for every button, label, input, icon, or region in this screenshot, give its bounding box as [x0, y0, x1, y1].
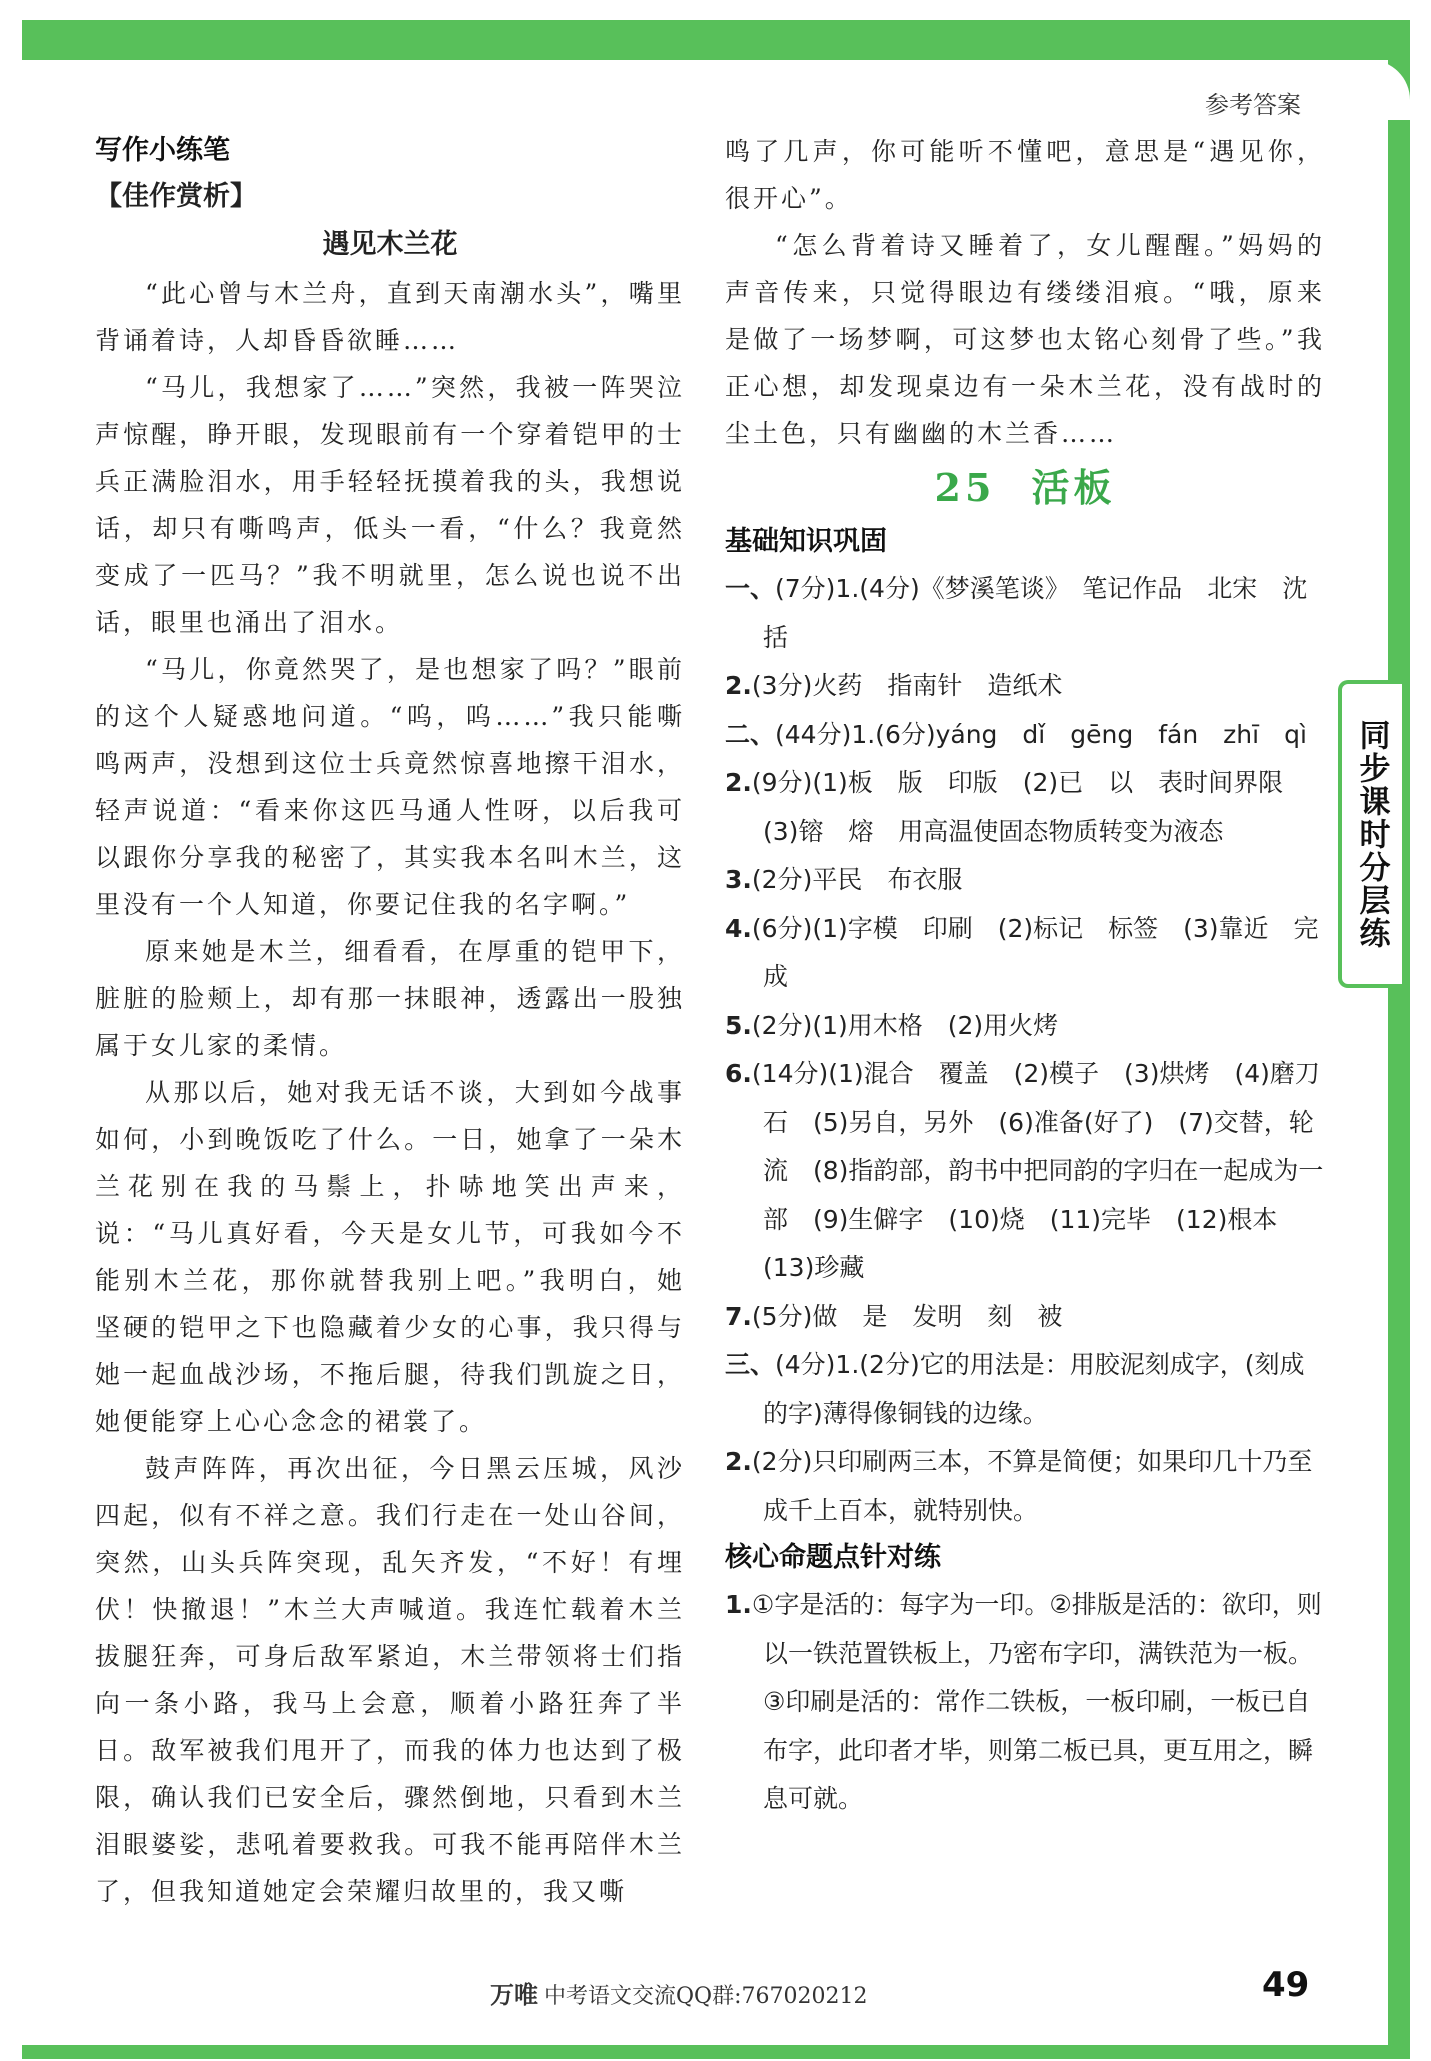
essay-continuation: 鸣了几声，你可能听不懂吧，意思是“遇见你，很开心”。 [725, 137, 1325, 213]
page-number: 49 [1262, 1965, 1310, 2005]
bottom-green-bar [22, 2045, 1410, 2059]
answer-item: 一、(7分)1.(4分)《梦溪笔谈》 笔记作品 北宋 沈括 [725, 574, 1308, 652]
essay-paragraph: “马儿，我想家了……”突然，我被一阵哭泣声惊醒，睁开眼，发现眼前有一个穿着铠甲的士兵正满脸泪水，用手轻轻抚摸着我的头，我想说话，却只有嘶鸣声，低头一看，“什么？我竟然变成了一匹马？”我不明就里，怎么说也说不出话，眼里也涌出了泪水。 [95, 373, 685, 637]
left-column [95, 128, 685, 1915]
essay-title: 遇见木兰花 [322, 229, 458, 260]
footer-brand: 万唯 [490, 1981, 538, 2009]
lesson-heading [725, 457, 1325, 519]
essay-continuation: “怎么背着诗又睡着了，女儿醒醒。”妈妈的声音传来，只觉得眼边有缕缕泪痕。“哦，原来是做了一场梦啊，可这梦也太铭心刻骨了些。”我正心想，却发现桌边有一朵木兰花，没有战时的尘土色，只有幽幽的木兰香…… [725, 231, 1325, 448]
answer-item: 7.(5分)做 是 发明 刻 被 [725, 1301, 1063, 1331]
essay-paragraph: 鼓声阵阵，再次出征，今日黑云压城，风沙四起，似有不祥之意。我们行走在一处山谷间，突然，山头兵阵突现，乱矢齐发，“不好！有埋伏！快撤退！”木兰大声喊道。我连忙载着木兰拔腿狂奔，可身后敌军紧迫，木兰带领将士们指向一条小路，我马上会意，顺着小路狂奔了半日。敌军被我们甩开了，而我的体力也达到了极限，确认我们已安全后，骤然倒地，只看到木兰泪眼婆娑，悲吼着要救我。可我不能再陪伴木兰了，但我知道她定会荣耀归故里的，我又嘶 [95, 1454, 685, 1906]
core-practice-title: 核心命题点针对练 [725, 1542, 941, 1573]
footer-text: 中考语文交流QQ群:767020212 [544, 1984, 868, 2009]
lesson-title: 活板 [1031, 465, 1116, 510]
answer-item: 1.①字是活的：每字为一印。②排版是活的：欲印，则以一铁范置铁板上，乃密布字印，满铁范为一板。③印刷是活的：常作二铁板，一板印刷，一板已自布字，此印者才毕，则第二板已具，更互用之，瞬息可就。 [725, 1590, 1322, 1813]
right-column [725, 128, 1325, 1824]
bracket-title: 【佳作赏析】 [95, 181, 257, 212]
answer-item: 4.(6分)(1)字模 印刷 (2)标记 标签 (3)靠近 完成 [725, 913, 1319, 991]
footer [490, 1975, 867, 2010]
core-answer-list [725, 1581, 1325, 1824]
answer-item: 二、(44分)1.(6分)yáng dǐ gēng fán zhī qì [725, 719, 1307, 749]
answer-item: 6.(14分)(1)混合 覆盖 (2)模子 (3)烘烤 (4)磨刀石 (5)另自，另外 (6)准备(好了) (7)交替，轮流 (8)指韵部，韵书中把同韵的字归在一起成为一部 (9)生僻字 (10)烧 (11)完毕 (12)根本 (13)珍藏 [725, 1059, 1324, 1282]
right-green-band [1388, 60, 1410, 2045]
answer-item: 5.(2分)(1)用木格 (2)用火烤 [725, 1010, 1059, 1040]
top-green-bar [22, 20, 1410, 60]
essay-paragraph: “此心曾与木兰舟，直到天南潮水头”，嘴里背诵着诗，人却昏昏欲睡…… [95, 279, 685, 355]
essay-paragraph: “马儿，你竟然哭了，是也想家了吗？”眼前的这个人疑惑地问道。“呜，呜……”我只能嘶鸣两声，没想到这位士兵竟然惊喜地擦干泪水，轻声说道：“看来你这匹马通人性呀，以后我可以跟你分享我的秘密了，其实我本名叫木兰，这里没有一个人知道，你要记住我的名字啊。” [95, 655, 685, 919]
basic-knowledge-title: 基础知识巩固 [725, 526, 887, 557]
header-label: 参考答案 [1205, 91, 1301, 119]
essay-paragraph: 从那以后，她对我无话不谈，大到如今战事如何，小到晚饭吃了什么。一日，她拿了一朵木兰花别在我的马鬃上，扑哧地笑出声来，说：“马儿真好看，今天是女儿节，可我如今不能别木兰花，那你就替我别上吧。”我明白，她坚硬的铠甲之下也隐藏着少女的心事，我只得与她一起血战沙场，不拖后腿，待我们凯旋之日，她便能穿上心心念念的裙裳了。 [95, 1078, 685, 1436]
lesson-number: 25 [934, 465, 996, 510]
answer-item: 2.(9分)(1)板 版 印版 (2)已 以 表时间界限 (3)镕 熔 用高温使固态物质转变为液态 [725, 768, 1309, 846]
answer-list [725, 565, 1325, 1535]
answer-item: 2.(2分)只印刷两三本，不算是简便；如果印几十乃至成千上百本，就特别快。 [725, 1447, 1313, 1525]
answer-item: 三、(4分)1.(2分)它的用法是：用胶泥刻成字，(刻成的字)薄得像铜钱的边缘。 [725, 1350, 1305, 1428]
answer-item: 3.(2分)平民 布衣服 [725, 865, 963, 894]
section-title: 写作小练笔 [95, 135, 230, 166]
side-tab: 同步课时分层练 [1338, 680, 1402, 988]
answer-item: 2.(3分)火药 指南针 造纸术 [725, 671, 1063, 700]
essay-paragraph: 原来她是木兰，细看看，在厚重的铠甲下，脏脏的脸颊上，却有那一抹眼神，透露出一股独属于女儿家的柔情。 [95, 937, 685, 1060]
